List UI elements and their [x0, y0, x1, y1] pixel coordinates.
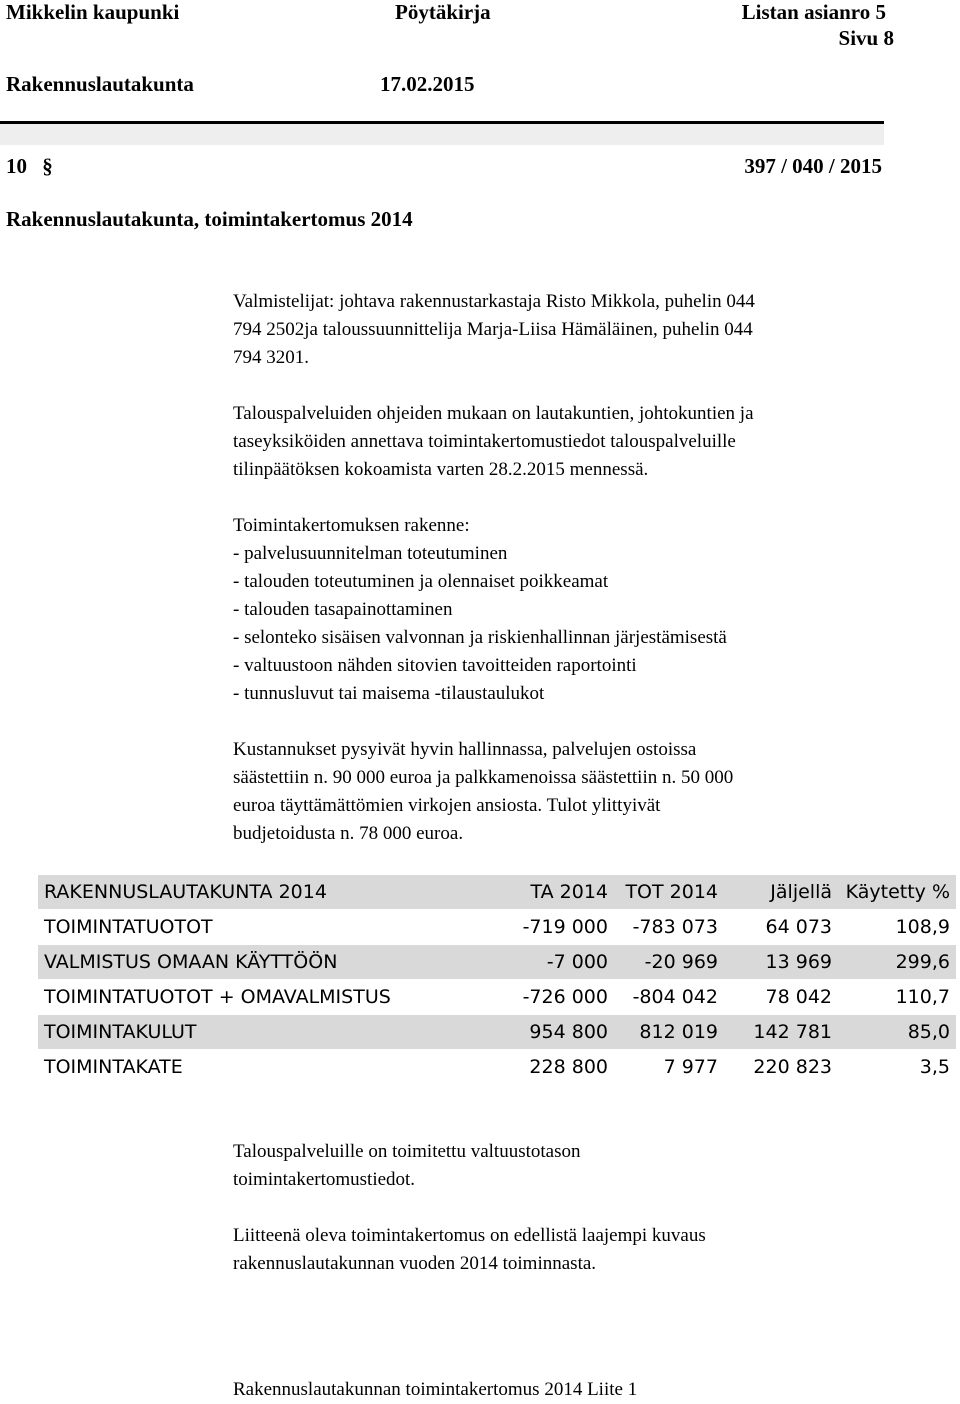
delivered-paragraph — [233, 1138, 580, 1194]
table-cell: -804 042 — [614, 980, 724, 1015]
text-line: taseyksiköiden annettava toimintakertomustiedot talouspalveluille — [233, 431, 736, 452]
table-header-cell: TA 2014 — [502, 875, 614, 910]
table-header-cell: RAKENNUSLAUTAKUNTA 2014 — [38, 875, 502, 910]
row-label: TOIMINTAKATE — [38, 1050, 502, 1085]
text-line: Talouspalveluiden ohjeiden mukaan on lautakuntien, johtokuntien ja — [233, 403, 754, 424]
text-line: Kustannukset pysyivät hyvin hallinnassa, palvelujen ostoissa — [233, 739, 697, 760]
list-item: - valtuustoon nähden sitovien tavoitteiden raportointi — [233, 655, 637, 676]
table-cell: 7 977 — [614, 1050, 724, 1085]
city-name: Mikkelin kaupunki — [6, 0, 180, 24]
budget-table — [38, 875, 956, 1085]
row-label: TOIMINTAKULUT — [38, 1015, 502, 1050]
table-cell: -726 000 — [502, 980, 614, 1015]
page-number: Sivu 8 — [838, 26, 894, 50]
section-symbol: § — [42, 154, 53, 178]
row-label: TOIMINTATUOTOT — [38, 910, 502, 945]
text-line: 794 2502ja taloussuunnittelija Marja-Liisa Hämäläinen, puhelin 044 — [233, 319, 753, 340]
table-cell: 64 073 — [724, 910, 838, 945]
table-cell: 110,7 — [838, 980, 956, 1015]
table-row — [38, 1015, 956, 1050]
text-line: Talouspalveluille on toimitettu valtuustotason — [233, 1141, 581, 1162]
list-item: - selonteko sisäisen valvonnan ja riskienhallinnan järjestämisestä — [233, 627, 727, 648]
list-item: - talouden tasapainottaminen — [233, 599, 453, 620]
table-cell: 954 800 — [502, 1015, 614, 1050]
table-header-cell: TOT 2014 — [614, 875, 724, 910]
list-item: - talouden toteutuminen ja olennaiset poikkeamat — [233, 571, 609, 592]
table-cell: 299,6 — [838, 945, 956, 980]
attachment-paragraph — [233, 1222, 706, 1278]
document-type: Pöytäkirja — [395, 0, 491, 24]
table-header-cell: Jäljellä — [724, 875, 838, 910]
table-header-row — [38, 875, 956, 910]
row-label: TOIMINTATUOTOT + OMAVALMISTUS — [38, 980, 502, 1015]
guideline-paragraph — [233, 400, 754, 484]
meeting-date: 17.02.2015 — [380, 72, 475, 96]
board-name: Rakennuslautakunta — [6, 72, 194, 96]
section-number-value: 10 — [6, 154, 27, 178]
table-cell: -7 000 — [502, 945, 614, 980]
table-cell: 78 042 — [724, 980, 838, 1015]
attachment-reference: Rakennuslautakunnan toimintakertomus 2014 Liite 1 — [233, 1379, 638, 1400]
costs-paragraph — [233, 736, 733, 848]
table-header-cell: Käytetty % — [838, 875, 956, 910]
header-divider — [0, 121, 884, 124]
list-heading: Toimintakertomuksen rakenne: — [233, 515, 470, 536]
structure-list — [233, 512, 727, 708]
list-item: - palvelusuunnitelman toteutuminen — [233, 543, 508, 564]
table-cell: 85,0 — [838, 1015, 956, 1050]
section-title: Rakennuslautakunta, toimintakertomus 2014 — [6, 207, 413, 231]
table-cell: 108,9 — [838, 910, 956, 945]
table-cell: 228 800 — [502, 1050, 614, 1085]
text-line: Valmistelijat: johtava rakennustarkastaja Risto Mikkola, puhelin 044 — [233, 291, 755, 312]
table-row — [38, 980, 956, 1015]
text-line: Liitteenä oleva toimintakertomus on edellistä laajempi kuvaus — [233, 1225, 706, 1246]
list-item: - tunnusluvut tai maisema -tilaustaulukot — [233, 683, 545, 704]
table-cell: 3,5 — [838, 1050, 956, 1085]
text-line: budjetoidusta n. 78 000 euroa. — [233, 823, 464, 844]
row-label: VALMISTUS OMAAN KÄYTTÖÖN — [38, 945, 502, 980]
preparers-paragraph — [233, 288, 755, 372]
text-line: toimintakertomustiedot. — [233, 1169, 416, 1190]
text-line: rakennuslautakunnan vuoden 2014 toiminnasta. — [233, 1253, 597, 1274]
table-row — [38, 910, 956, 945]
reference-number: 397 / 040 / 2015 — [744, 154, 882, 178]
table-cell: 13 969 — [724, 945, 838, 980]
text-line: euroa täyttämättömien virkojen ansiosta. Tulot ylittyivät — [233, 795, 661, 816]
table-cell: 812 019 — [614, 1015, 724, 1050]
table-row — [38, 1050, 956, 1085]
table-row — [38, 945, 956, 980]
section-number — [6, 154, 53, 178]
text-line: säästettiin n. 90 000 euroa ja palkkamenoissa säästettiin n. 50 000 — [233, 767, 734, 788]
header-shade-band — [0, 123, 884, 145]
list-item-number: Listan asianro 5 — [741, 0, 886, 24]
table-cell: -719 000 — [502, 910, 614, 945]
table-cell: 220 823 — [724, 1050, 838, 1085]
table-cell: -20 969 — [614, 945, 724, 980]
text-line: tilinpäätöksen kokoamista varten 28.2.2015 mennessä. — [233, 459, 649, 480]
table-cell: 142 781 — [724, 1015, 838, 1050]
text-line: 794 3201. — [233, 347, 309, 368]
table-cell: -783 073 — [614, 910, 724, 945]
